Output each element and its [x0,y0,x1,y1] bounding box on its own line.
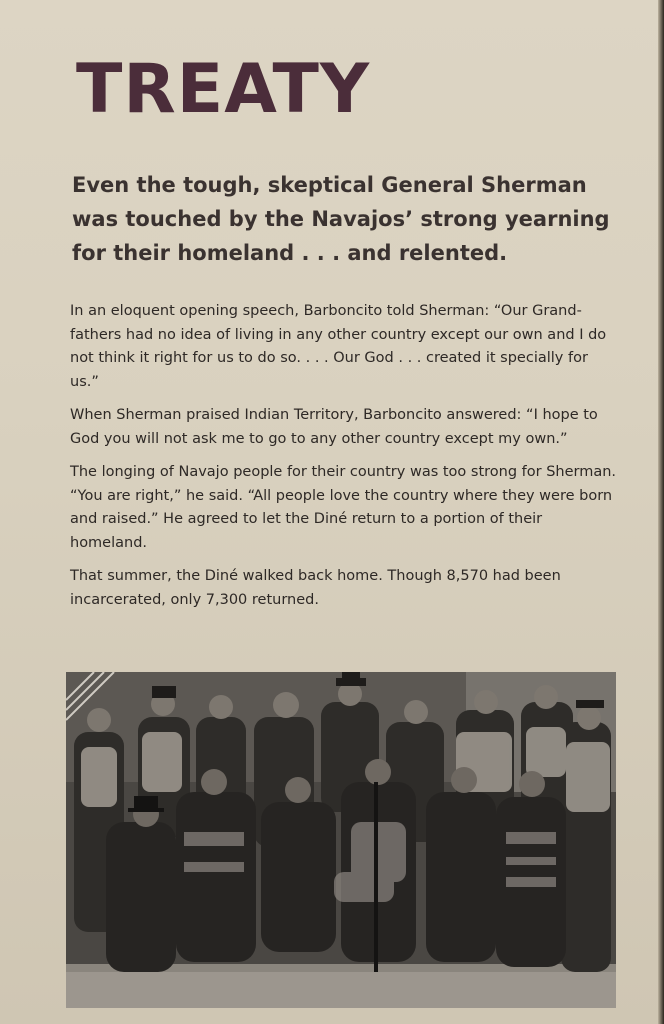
paragraph-opening-speech: In an eloquent opening speech, Barboncito told Sherman: “Our Grand-fathers had no idea of living in any other country except our own and I do not think it right for us to do so. . . . Our God . . . created it specially for us.” [70,303,607,390]
panel-edge [658,0,664,1024]
page-title: TREATY [76,50,371,129]
paragraph-walk-home: That summer, the Diné walked back home. Though 8,570 had been incarcerated, only 7,300 returned. [70,568,561,608]
subheading: Even the tough, skeptical General Sherman was touched by the Navajos’ strong yearning for their homeland . . . and relented. [72,173,610,265]
historical-group-photo [66,672,616,1008]
paragraph-indian-territory: When Sherman praised Indian Territory, Barboncito answered: “I hope to God you will not ask me to go to any other country except my own.” [70,407,598,447]
paragraph-sherman-agreed: The longing of Navajo people for their country was too strong for Sherman. “You are right,” he said. “All people love the country where they were born and raised.” He agreed to let the Diné return to a portion of their homeland. [70,464,617,551]
body-text [70,300,620,622]
